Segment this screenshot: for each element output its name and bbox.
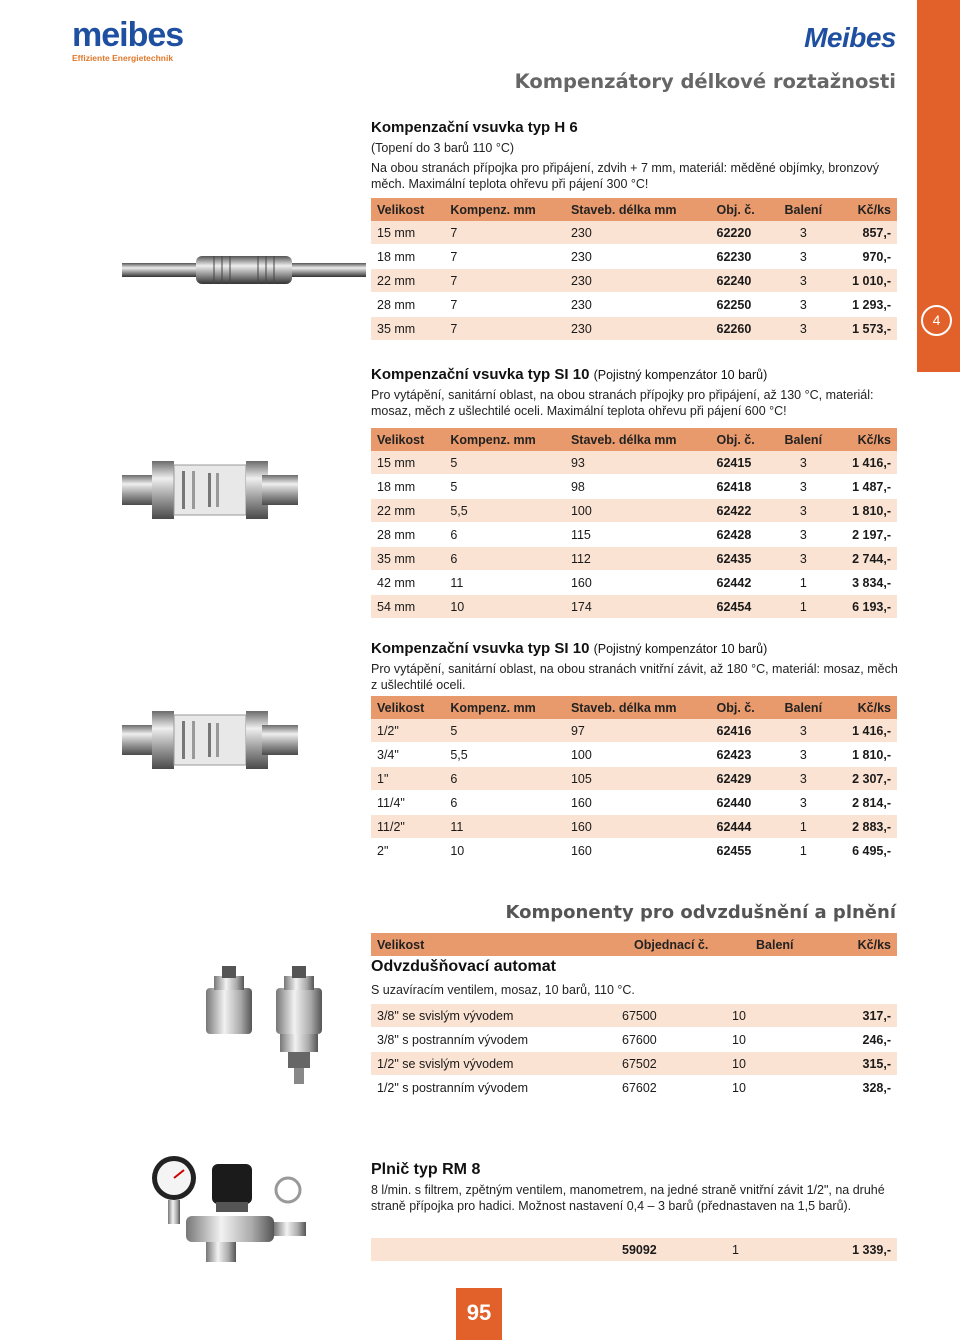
- table-cell: 11/4": [371, 791, 444, 815]
- table-cell: 115: [565, 523, 711, 547]
- table-cell: 11: [444, 815, 565, 839]
- table-cell: 15 mm: [371, 451, 444, 475]
- table-cell: 35 mm: [371, 317, 444, 341]
- table-cell: [371, 1238, 616, 1262]
- table-cell: 105: [565, 767, 711, 791]
- table-row: [371, 221, 897, 245]
- table-cell: 1 810,-: [834, 499, 897, 523]
- table-cell: 3: [773, 269, 834, 293]
- section4-table: [371, 1004, 897, 1100]
- pack-cell: 1: [726, 1238, 796, 1262]
- table-cell: 3: [773, 475, 834, 499]
- table-cell: 6: [444, 547, 565, 571]
- meibes-brand-logo: Meibes: [804, 22, 896, 53]
- table-cell: 67602: [616, 1076, 726, 1100]
- table-row: [371, 451, 897, 475]
- table-cell: 5: [444, 719, 565, 743]
- table-row: [371, 815, 897, 839]
- section2-table: [371, 428, 897, 619]
- table-cell: 18 mm: [371, 245, 444, 269]
- col-header: Velikost: [371, 428, 444, 451]
- section1-title: Kompenzační vsuvka typ H 6: [371, 119, 578, 136]
- table-cell: 3: [773, 791, 834, 815]
- logo-wordmark: meibes: [72, 16, 184, 54]
- table-cell: 98: [565, 475, 711, 499]
- section3-title: [371, 640, 767, 657]
- table-cell: 67502: [616, 1052, 726, 1076]
- table-cell: 67600: [616, 1028, 726, 1052]
- section3-title-text: Kompenzační vsuvka typ SI 10: [371, 640, 590, 657]
- section5-title: Plnič typ RM 8: [371, 1161, 481, 1178]
- table-cell: 3: [773, 719, 834, 743]
- h6-compensator-image: [122, 250, 366, 290]
- table-cell: 1 416,-: [834, 719, 897, 743]
- table-cell: 160: [565, 839, 711, 863]
- table-cell: 22 mm: [371, 269, 444, 293]
- table-cell: 7: [444, 293, 565, 317]
- table-row: [371, 245, 897, 269]
- table-cell: 10: [726, 1076, 796, 1100]
- table-cell: 160: [565, 571, 711, 595]
- table-cell: 2 883,-: [834, 815, 897, 839]
- table-row: [371, 767, 897, 791]
- table-cell: 1/2" se svislým vývodem: [371, 1052, 616, 1076]
- col-header: Kč/ks: [834, 428, 897, 451]
- table-cell: 3 834,-: [834, 571, 897, 595]
- chapter-number: 4: [921, 305, 952, 336]
- col-header: Kč/ks: [834, 696, 897, 719]
- col-header: Obj. č.: [711, 696, 773, 719]
- table-cell: 2 744,-: [834, 547, 897, 571]
- table-cell: 62442: [711, 571, 773, 595]
- table-row: [371, 1004, 897, 1028]
- table-cell: 317,-: [796, 1004, 897, 1028]
- table-row: [371, 523, 897, 547]
- table-cell: 22 mm: [371, 499, 444, 523]
- table-cell: 18 mm: [371, 475, 444, 499]
- table-cell: 3: [773, 523, 834, 547]
- table-cell: 1 487,-: [834, 475, 897, 499]
- col-header: Kompenz. mm: [444, 696, 565, 719]
- table-row: [371, 719, 897, 743]
- col-header: Kompenz. mm: [444, 428, 565, 451]
- table-cell: 857,-: [834, 221, 897, 245]
- table-cell: 7: [444, 317, 565, 341]
- table-cell: 15 mm: [371, 221, 444, 245]
- table-cell: 1: [773, 839, 834, 863]
- table-cell: 1/2": [371, 719, 444, 743]
- section2-title-text: Kompenzační vsuvka typ SI 10: [371, 366, 590, 383]
- table-cell: 3: [773, 451, 834, 475]
- table-cell: 7: [444, 221, 565, 245]
- table-cell: 54 mm: [371, 595, 444, 619]
- col-header: Balení: [773, 198, 834, 221]
- section1-description: Na obou stranách přípojka pro připájení, zdvih + 7 mm, materiál: měděné objímky, bronzový měch. Maximální teplota ohřevu při pájení 300 °C!: [371, 161, 880, 191]
- table-cell: 1: [773, 815, 834, 839]
- col-header: Kompenz. mm: [444, 198, 565, 221]
- table-cell: 970,-: [834, 245, 897, 269]
- table-cell: 97: [565, 719, 711, 743]
- table-row: [371, 571, 897, 595]
- section3-title-note: (Pojistný kompenzátor 10 barů): [593, 642, 768, 656]
- col-header: Velikost: [371, 933, 628, 956]
- col-header: Obj. č.: [711, 198, 773, 221]
- table-cell: 62423: [711, 743, 773, 767]
- table-cell: 11/2": [371, 815, 444, 839]
- table-cell: 11: [444, 571, 565, 595]
- table-cell: 3: [773, 245, 834, 269]
- table-cell: 100: [565, 499, 711, 523]
- col-header: Obj. č.: [711, 428, 773, 451]
- table-cell: 62435: [711, 547, 773, 571]
- section4-description: S uzavíracím ventilem, mosaz, 10 barů, 110 °C.: [371, 983, 635, 997]
- section2-title-note: (Pojistný kompenzátor 10 barů): [593, 368, 768, 382]
- col-header: Velikost: [371, 198, 444, 221]
- table-row: [371, 1052, 897, 1076]
- section2-title: [371, 366, 767, 383]
- section4-title: Odvzdušňovací automat: [371, 958, 556, 975]
- table-cell: 328,-: [796, 1076, 897, 1100]
- section3-description: Pro vytápění, sanitární oblast, na obou stranách vnitřní závit, až 180 °C, materiál: mosaz, měch z ušlechtilé oceli.: [371, 662, 898, 692]
- table-cell: 1 293,-: [834, 293, 897, 317]
- table-cell: 62220: [711, 221, 773, 245]
- table-cell: 7: [444, 269, 565, 293]
- table-cell: 3: [773, 767, 834, 791]
- col-header: Kč/ks: [832, 933, 897, 956]
- table-cell: 2 197,-: [834, 523, 897, 547]
- table-cell: 160: [565, 791, 711, 815]
- order-number-cell: 59092: [616, 1238, 726, 1262]
- table-cell: 6: [444, 523, 565, 547]
- col-header: Kč/ks: [834, 198, 897, 221]
- table-cell: 230: [565, 317, 711, 341]
- section1-subtitle: (Topení do 3 barů 110 °C): [371, 141, 515, 155]
- table-cell: 3/8" se svislým vývodem: [371, 1004, 616, 1028]
- table-cell: 1: [773, 595, 834, 619]
- table-cell: 10: [726, 1004, 796, 1028]
- col-header: Balení: [773, 696, 834, 719]
- table-cell: 100: [565, 743, 711, 767]
- col-header: Balení: [773, 428, 834, 451]
- table-cell: 10: [444, 839, 565, 863]
- table-cell: 62240: [711, 269, 773, 293]
- table-cell: 62454: [711, 595, 773, 619]
- table-cell: 42 mm: [371, 571, 444, 595]
- table-cell: 10: [444, 595, 565, 619]
- table-cell: 28 mm: [371, 523, 444, 547]
- table-row: [371, 269, 897, 293]
- col-header: Velikost: [371, 696, 444, 719]
- table-row: [371, 547, 897, 571]
- meibes-logo: [72, 18, 192, 66]
- section2-description: Pro vytápění, sanitární oblast, na obou stranách přípojky pro připájení, až 130 °C, materiál: mosaz, měch z ušlechtilé oceli. Maximální teplota ohřevu při pájení 600 °C!: [371, 388, 874, 418]
- table-cell: 230: [565, 269, 711, 293]
- table-row: [371, 499, 897, 523]
- table-cell: 6 495,-: [834, 839, 897, 863]
- table-cell: 3/4": [371, 743, 444, 767]
- table-cell: 1/2" s postranním vývodem: [371, 1076, 616, 1100]
- page-number: 95: [456, 1288, 502, 1340]
- table-cell: 62440: [711, 791, 773, 815]
- page-title: Kompenzátory délkové roztažnosti: [514, 70, 896, 93]
- air-vent-image: [196, 962, 336, 1092]
- logo-tagline: Effiziente Energietechnik: [72, 53, 174, 63]
- table-cell: 62230: [711, 245, 773, 269]
- filler-rm8-image: [146, 1150, 316, 1270]
- col-header: Staveb. délka mm: [565, 428, 711, 451]
- table-cell: 10: [726, 1052, 796, 1076]
- table-cell: 7: [444, 245, 565, 269]
- section5-table: [371, 1238, 897, 1262]
- table-cell: 1: [773, 571, 834, 595]
- section1-table: [371, 198, 897, 341]
- table-cell: 93: [565, 451, 711, 475]
- table-row: [371, 293, 897, 317]
- table-cell: 1": [371, 767, 444, 791]
- table-cell: 315,-: [796, 1052, 897, 1076]
- table-cell: 6: [444, 767, 565, 791]
- si10-solder-compensator-image: [122, 455, 298, 523]
- table-cell: 62418: [711, 475, 773, 499]
- col-header: Staveb. délka mm: [565, 696, 711, 719]
- table-cell: 3: [773, 221, 834, 245]
- table-cell: 28 mm: [371, 293, 444, 317]
- table-cell: 62416: [711, 719, 773, 743]
- table-cell: 3: [773, 547, 834, 571]
- col-header: Objednací č.: [628, 933, 750, 956]
- table-row: [371, 1076, 897, 1100]
- section5-description: 8 l/min. s filtrem, zpětným ventilem, manometrem, na jedné straně vnitřní závit 1/2", na druhé straně přípojka pro hadici. Možnost nastavení 0,4 – 3 barů (přednastaven na 1,5 barů).: [371, 1183, 885, 1213]
- table-cell: 3: [773, 293, 834, 317]
- table-cell: 2": [371, 839, 444, 863]
- table-cell: 3/8" s postranním vývodem: [371, 1028, 616, 1052]
- table-cell: 6 193,-: [834, 595, 897, 619]
- table-row: [371, 317, 897, 341]
- table-row: [371, 1028, 897, 1052]
- table-cell: 246,-: [796, 1028, 897, 1052]
- table-cell: 62429: [711, 767, 773, 791]
- table-cell: 174: [565, 595, 711, 619]
- col-header: Balení: [750, 933, 832, 956]
- table-cell: 67500: [616, 1004, 726, 1028]
- table-cell: 2 307,-: [834, 767, 897, 791]
- section4-header-table: [371, 933, 897, 956]
- table-row: [371, 595, 897, 619]
- table-cell: 1 810,-: [834, 743, 897, 767]
- table-cell: 160: [565, 815, 711, 839]
- col-header: Staveb. délka mm: [565, 198, 711, 221]
- table-cell: 1 416,-: [834, 451, 897, 475]
- table-cell: 3: [773, 499, 834, 523]
- table-cell: 230: [565, 293, 711, 317]
- table-cell: 6: [444, 791, 565, 815]
- section3-table: [371, 696, 897, 863]
- table-cell: 5,5: [444, 743, 565, 767]
- table-cell: 62428: [711, 523, 773, 547]
- table-row: [371, 791, 897, 815]
- table-cell: 62455: [711, 839, 773, 863]
- table-row: [371, 475, 897, 499]
- table-row: [371, 743, 897, 767]
- si10-thread-compensator-image: [122, 705, 298, 773]
- section4-heading: Komponenty pro odvzdušnění a plnění: [505, 902, 896, 923]
- table-cell: 230: [565, 245, 711, 269]
- table-cell: 62250: [711, 293, 773, 317]
- table-cell: 5: [444, 451, 565, 475]
- table-cell: 1 573,-: [834, 317, 897, 341]
- table-cell: 112: [565, 547, 711, 571]
- table-cell: 10: [726, 1028, 796, 1052]
- table-cell: 5,5: [444, 499, 565, 523]
- table-row: [371, 1238, 897, 1262]
- table-row: [371, 839, 897, 863]
- table-cell: 230: [565, 221, 711, 245]
- table-cell: 62422: [711, 499, 773, 523]
- table-cell: 62260: [711, 317, 773, 341]
- table-cell: 35 mm: [371, 547, 444, 571]
- price-cell: 1 339,-: [796, 1238, 897, 1262]
- table-cell: 3: [773, 317, 834, 341]
- table-cell: 5: [444, 475, 565, 499]
- table-cell: 62415: [711, 451, 773, 475]
- table-cell: 1 010,-: [834, 269, 897, 293]
- table-cell: 62444: [711, 815, 773, 839]
- table-cell: 2 814,-: [834, 791, 897, 815]
- table-cell: 3: [773, 743, 834, 767]
